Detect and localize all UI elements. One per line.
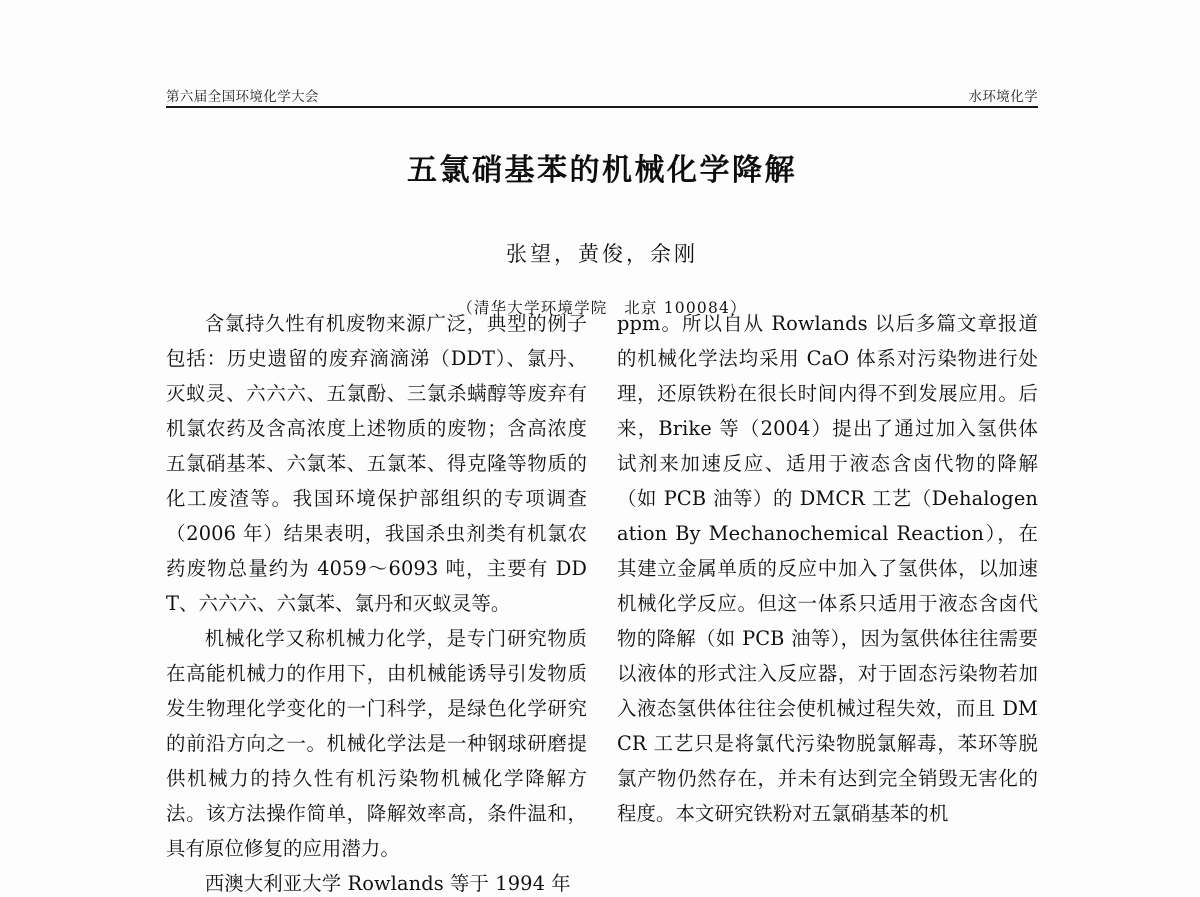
paragraph: 机械化学又称机械力化学，是专门研究物质在高能机械力的作用下，由机械能诱导引发物质发生物理化学变化的一门科学，是绿色化学研究的前沿方向之一。机械化学法是一种钢球研磨提供机械力的持久性有机污染物机械化学降解方法。该方法操作简单，降解效率高，条件温和，具有原位修复的应用潜力。 bbox=[166, 627, 587, 860]
paragraph: 含氯持久性有机废物来源广泛，典型的例子包括：历史遗留的废弃滴滴涕（DDT）、氯丹、灭蚁灵、六六六、五氯酚、三氯杀螨醇等废弃有机氯农药及含高浓度上述物质的废物；含高浓度五氯硝基苯、六氯苯、五氯苯、得克隆等物质的化工废渣等。我国环境保护部组织的专项调查（2006 年）结果表明，我国杀虫剂类有机氯农药废物总量约为 4059～6093 吨，主要有 DDT、六六六、六氯苯、氯丹和灭蚁灵等。 bbox=[166, 312, 587, 615]
right-column bbox=[617, 306, 1038, 897]
paragraph: 西澳大利亚大学 Rowlands 等于 1994 年 bbox=[204, 872, 571, 895]
running-header bbox=[166, 82, 1038, 108]
running-header-left: 第六届全国环境化学大会 bbox=[166, 88, 319, 105]
paragraph: ppm。所以自从 Rowlands 以后多篇文章报道的机械化学法均采用 CaO 体系对污染物进行处理，还原铁粉在很长时间内得不到发展应用。后来，Brike 等（2004）提出了通过加入氢供体试剂来加速反应、适用于液态含卤代物的降解（如 PCB 油等）的 DMCR 工艺（Dehalogenation By Mechanochemical Reaction），在其建立金属单质的反应中加入了氢供体，以加速机械化学反应。但这一体系只适用于液态含卤代物的降解（如 PCB 油等），因为氢供体往往需要以液体的形式注入反应器，对于固态污染物若加入液态氢供体往往会使机械过程失效，而且 DMCR 工艺只是将氯代污染物脱氯解毒，苯环等脱氯产物仍然存在，并未有达到完全销毁无害化的程度。本文研究铁粉对五氯硝基苯的机 bbox=[617, 312, 1038, 825]
left-column bbox=[166, 306, 587, 897]
author-list: 张望，黄俊，余刚 bbox=[506, 241, 698, 266]
title-block bbox=[166, 152, 1038, 318]
page-title: 五氯硝基苯的机械化学降解 bbox=[407, 153, 797, 188]
body-columns bbox=[166, 306, 1038, 897]
affiliation-line: （清华大学环境学院 北京 100084） bbox=[457, 298, 747, 317]
running-header-right: 水环境化学 bbox=[968, 88, 1038, 105]
